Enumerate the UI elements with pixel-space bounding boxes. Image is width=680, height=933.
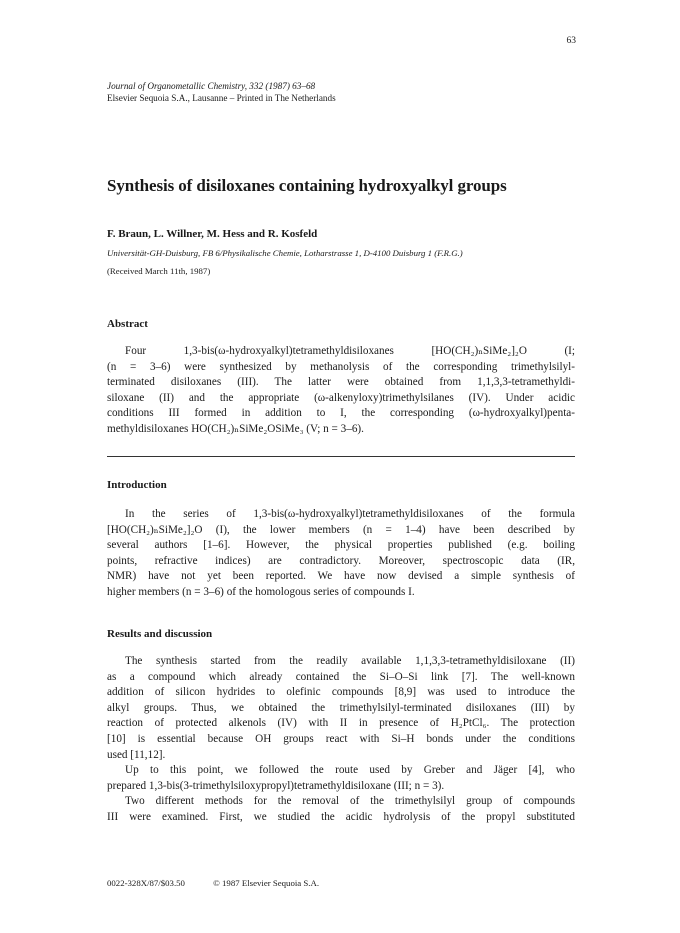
text-line: as a compound which already contained the Si–O–Si link [7]. The well-known (107, 670, 575, 683)
paper-title: Synthesis of disiloxanes containing hydroxyalkyl groups (107, 176, 507, 195)
divider (107, 456, 575, 457)
text-line: points, refractive indices) are contradictory. Moreover, spectroscopic data (IR, (107, 554, 575, 567)
authors: F. Braun, L. Willner, M. Hess and R. Kosfeld (107, 228, 318, 240)
article-code: 0022-328X/87/$03.50 (107, 878, 185, 888)
text-line: NMR) have not yet been reported. We have now devised a simple synthesis of (107, 570, 575, 583)
text-line: methyldisiloxanes HO(CH₂)ₙSiMe₂OSiMe₃ (V; n = 3–6). (107, 422, 364, 435)
introduction-text (107, 507, 575, 601)
text-line: Up to this point, we followed the route used by Greber and Jäger [4], who (125, 764, 575, 777)
text-line: Two different methods for the removal of the trimethylsilyl group of compounds (125, 795, 575, 808)
footer (107, 878, 345, 888)
introduction-heading: Introduction (107, 479, 167, 491)
text-line: III were examined. First, we studied the acidic hydrolysis of the propyl substituted (107, 810, 575, 823)
abstract-heading: Abstract (107, 318, 148, 330)
text-line: terminated disiloxanes (III). The latter were obtained from 1,1,3,3-tetramethyldi- (107, 376, 575, 389)
received-date: (Received March 11th, 1987) (107, 266, 211, 276)
journal-info (107, 80, 336, 104)
text-line: higher members (n = 3–6) of the homologous series of compounds I. (107, 585, 415, 598)
text-line: conditions III formed in addition to I, the corresponding (ω-hydroxyalkyl)penta- (107, 407, 575, 420)
text-line: The synthesis started from the readily available 1,1,3,3-tetramethyldisiloxane (II) (125, 655, 575, 667)
text-line: addition of silicon hydrides to olefinic compounds [8,9] was used to introduce the (107, 686, 575, 699)
affiliation: Universität-GH-Duisburg, FB 6/Physikalische Chemie, Lotharstrasse 1, D-4100 Duisburg 1 (F.R.G.) (107, 248, 463, 258)
text-line: [10] is essential because OH groups react with Si–H bonds under the conditions (107, 732, 575, 745)
text-line: In the series of 1,3-bis(ω-hydroxyalkyl)tetramethyldisiloxanes of the formula (125, 508, 575, 520)
text-line: several authors [1–6]. However, the physical properties published (e.g. boiling (107, 539, 575, 552)
text-line: siloxane (II) and the appropriate (ω-alkenyloxy)trimethylsilanes (IV). Under acidic (107, 391, 575, 404)
text-line: used [11,12]. (107, 748, 166, 761)
text-line: [HO(CH₂)ₙSiMe₂]₂O (I), the lower members (n = 1–4) have been described by (107, 523, 575, 536)
page-number: 63 (566, 36, 576, 46)
text-line: reaction of protected alkenols (IV) with II in presence of H₂PtCl₆. The protection (107, 717, 575, 730)
journal-citation: Journal of Organometallic Chemistry, 332 (1987) 63–68 (107, 81, 316, 91)
text-line: prepared 1,3-bis(3-trimethylsiloxypropyl)tetramethyldisiloxane (III; n = 3). (107, 779, 445, 792)
text-line: alkyl groups. Thus, we obtained the trimethylsilyl-terminated disiloxanes (III) by (107, 701, 575, 714)
results-text (107, 654, 575, 826)
copyright: © 1987 Elsevier Sequoia S.A. (213, 878, 320, 888)
results-heading: Results and discussion (107, 628, 213, 640)
publisher-line: Elsevier Sequoia S.A., Lausanne – Printed in The Netherlands (107, 93, 336, 103)
abstract-text (107, 344, 575, 438)
text-line: Four 1,3-bis(ω-hydroxyalkyl)tetramethyldisiloxanes [HO(CH₂)ₙSiMe₂]₂O (I; (125, 345, 575, 357)
text-line: (n = 3–6) were synthesized by methanolysis of the corresponding trimethylsilyl- (107, 360, 575, 373)
